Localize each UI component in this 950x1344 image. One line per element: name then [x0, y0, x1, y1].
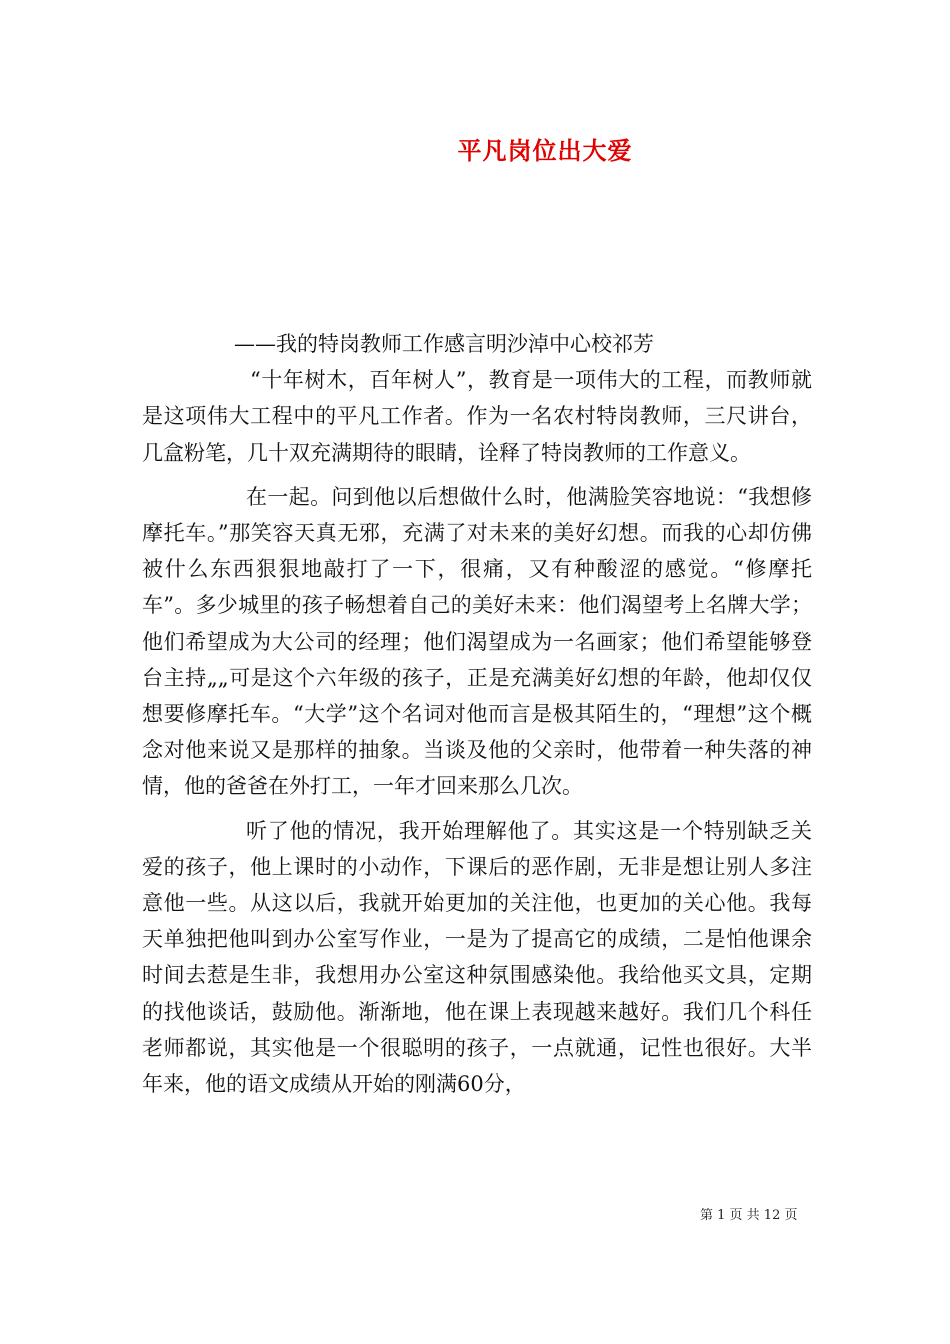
document-subtitle: ——我的特岗教师工作感言明沙淖中心校祁芳: [234, 332, 654, 356]
page-number-footer: 第 1 页 共 12 页: [700, 1208, 798, 1223]
paragraph-1: “十年树木，百年树人”，教育是一项伟大的工程，而教师就是这项伟大工程中的平凡工作者。作为一名农村特岗教师，三尺讲台，几盒粉笔，几十双充满期待的眼睛，诠释了特岗教师的工作意义。: [142, 368, 812, 465]
paragraph-3: 听了他的情况，我开始理解他了。其实这是一个特别缺乏关爱的孩子，他上课时的小动作，下课后的恶作剧，无非是想让别人多注意他一些。从这以后，我就开始更加的关注他，也更加的关心他。我每天单独把他叫到办公室写作业，一是为了提高它的成绩，二是怕他课余时间去惹是生非，我想用办公室这种氛围感染他。我给他买文具，定期的找他谈话，鼓励他。渐渐地，他在课上表现越来越好。我们几个科任老师都说，其实他是一个很聪明的孩子，一点就通，记性也很好。大半年来，他的语文成绩从开始的刚满60分，: [142, 818, 812, 1097]
document-body: [142, 326, 812, 1102]
paragraph-2: 在一起。问到他以后想做什么时，他满脸笑容地说：“我想修摩托车。”那笑容天真无邪，充满了对未来的美好幻想。而我的心却仿佛被什么东西狠狠地敲打了一下，很痛，又有种酸涩的感觉。“修摩托车”。多少城里的孩子畅想着自己的美好未来：他们渴望考上名牌大学；他们希望成为大公司的经理；他们渴望成为一名画家；他们希望能够登台主持„„可是这个六年级的孩子，正是充满美好幻想的年龄，他却仅仅想要修摩托车。“大学”这个名词对他而言是极其陌生的，“理想”这个概念对他来说又是那样的抽象。当谈及他的父亲时，他带着一种失落的神情，他的爸爸在外打工，一年才回来那么几次。: [142, 484, 812, 799]
document-title: 平凡岗位出大爱: [457, 136, 633, 165]
